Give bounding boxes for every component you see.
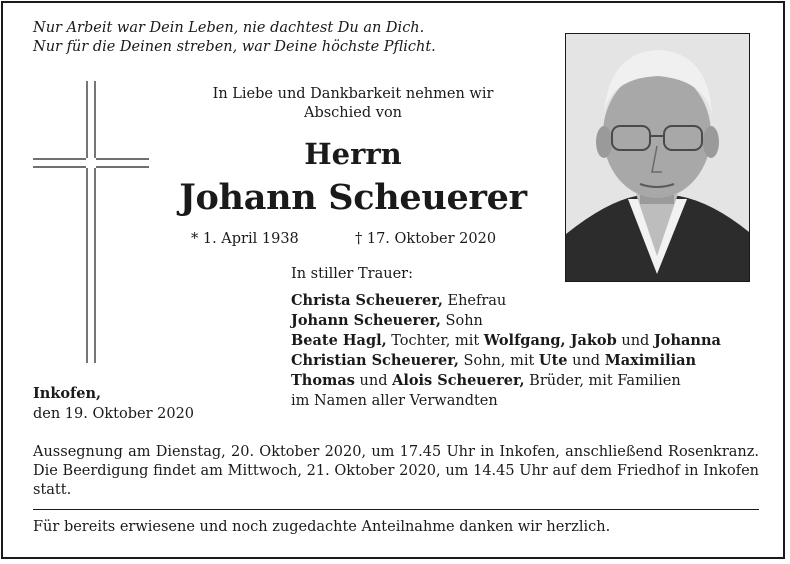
place-city-text: Inkofen,	[33, 385, 102, 402]
mourner-row	[291, 291, 721, 311]
motto-line: Nur für die Deinen streben, war Deine höchste Pflicht.	[33, 39, 436, 55]
divider	[33, 509, 759, 510]
place-date	[33, 384, 194, 424]
mourner-row	[291, 331, 721, 351]
death-date: † 17. Oktober 2020	[355, 231, 497, 247]
mourner-row: im Namen aller Verwandten	[291, 393, 498, 409]
mourner-name: Johanna	[653, 332, 721, 349]
mourner-name: Thomas	[291, 372, 355, 389]
mourner-name: Maximilian	[604, 352, 697, 369]
intro-line: Abschied von	[303, 105, 403, 121]
mourner-relation: und	[354, 373, 393, 389]
mourners-list	[291, 264, 721, 411]
mourner-row	[291, 371, 721, 391]
salutation: Herrn	[304, 137, 402, 171]
thanks-text: Für bereits erwiesene und noch zugedachte Anteilnahme danken wir herzlich.	[33, 519, 611, 535]
mourner-relation: Sohn, mit	[458, 353, 539, 369]
mourner-name: Alois Scheuerer,	[392, 372, 525, 389]
mourner-relation: Sohn	[440, 313, 483, 329]
intro-text	[153, 85, 553, 123]
cross-icon	[33, 81, 149, 363]
birth-date: * 1. April 1938	[191, 231, 299, 247]
mourner-relation: Ehefrau	[442, 293, 507, 309]
service-info: Aussegnung am Dienstag, 20. Oktober 2020, um 17.45 Uhr in Inkofen, anschließend Rosenkranz. Die Beerdigung findet am Mittwoch, 21. Oktober 2020, um 14.45 Uhr auf dem Friedhof in Inkofen statt.	[33, 444, 759, 498]
motto-verse	[33, 19, 436, 57]
place-city	[33, 384, 194, 404]
mourner-row	[291, 311, 721, 331]
place-date-text: den 19. Oktober 2020	[33, 406, 195, 422]
mourner-relation: Tochter, mit	[386, 333, 484, 349]
mourner-name: Christian Scheuerer,	[291, 352, 459, 369]
mourner-name: Jakob	[565, 332, 617, 349]
motto-line: Nur Arbeit war Dein Leben, nie dachtest Du an Dich.	[33, 20, 425, 36]
mourner-name: Ute	[538, 352, 568, 369]
mourner-relation: und	[567, 353, 605, 369]
deceased-name: Johann Scheuerer	[179, 177, 527, 218]
mourners-heading: In stiller Trauer:	[291, 266, 413, 282]
mourner-name: Christa Scheuerer,	[291, 292, 443, 309]
mourner-row	[291, 351, 721, 371]
intro-line: In Liebe und Dankbarkeit nehmen wir	[212, 86, 494, 102]
portrait-photo	[565, 33, 750, 282]
obituary-notice	[1, 1, 785, 559]
mourner-relation: und	[616, 333, 654, 349]
mourner-name: Johann Scheuerer,	[291, 312, 441, 329]
mourner-name: Wolfgang,	[483, 332, 566, 349]
mourner-name: Beate Hagl,	[291, 332, 387, 349]
mourner-relation: Brüder, mit Familien	[524, 373, 681, 389]
spacer	[291, 284, 721, 291]
